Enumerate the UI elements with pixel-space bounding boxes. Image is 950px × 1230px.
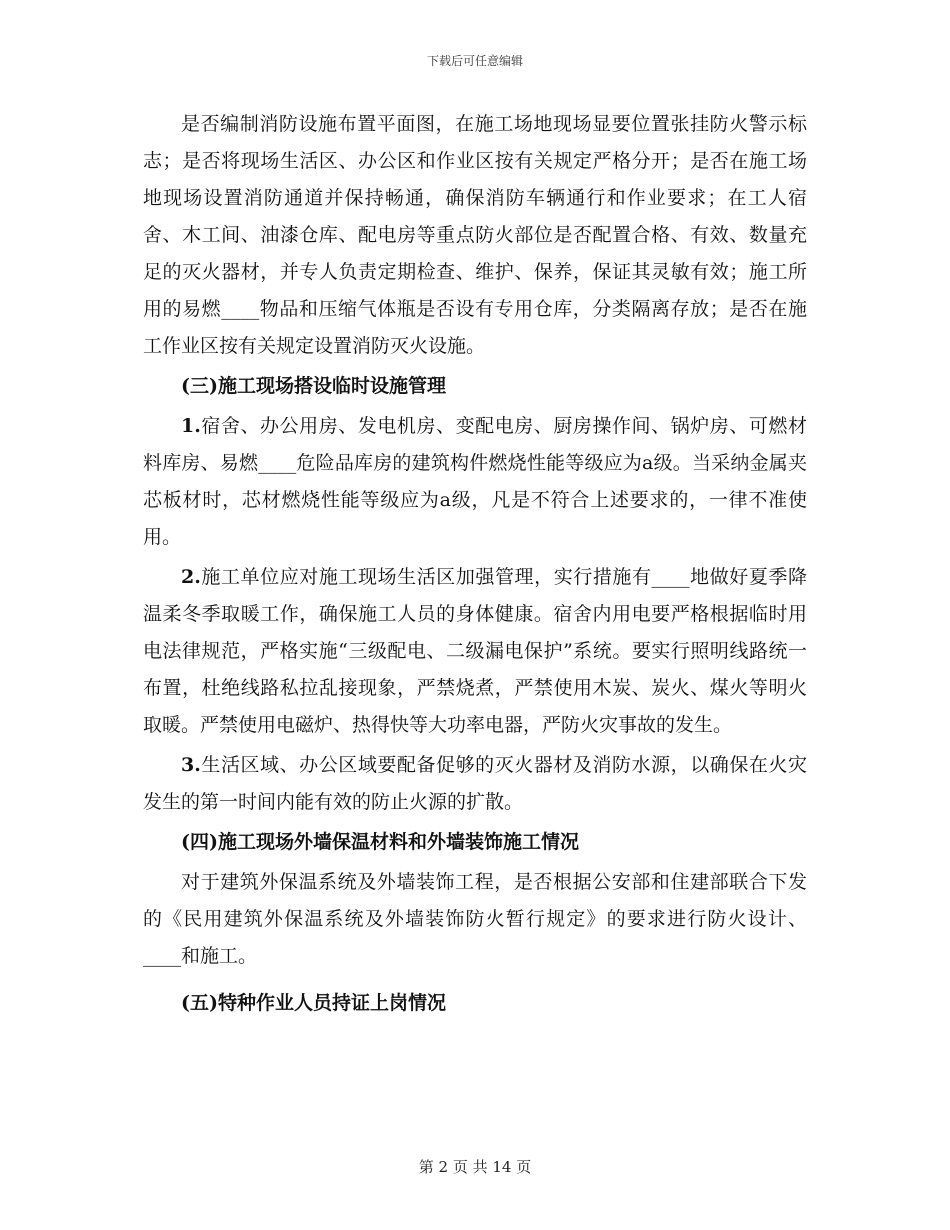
list-item-text: 宿舍、办公用房、发电机房、变配电房、厨房操作间、锅炉房、可燃材料库房、易燃____危险品库房的建筑构件燃烧性能等级应为a级。当采纳金属夹芯板材时，芯材燃烧性能等级应为a级，凡是不符合上述要求的，一律不准使用。 — [143, 415, 807, 548]
list-item-3 — [143, 747, 807, 821]
list-item-2 — [143, 559, 807, 744]
section-heading-3: (三)施工现场搭设临时设施管理 — [181, 375, 446, 397]
page-footer: 第 2 页 共 14 页 — [418, 1158, 532, 1176]
section-heading-4: (四)施工现场外墙保温材料和外墙装饰施工情况 — [181, 831, 579, 853]
document-body — [143, 106, 807, 1022]
section-heading-5: (五)特种作业人员持证上岗情况 — [181, 992, 446, 1014]
list-item-1 — [143, 408, 807, 556]
list-item-number: 1. — [181, 415, 201, 437]
paragraph-insulation: 对于建筑外保温系统及外墙装饰工程，是否根据公安部和住建部联合下发的《民用建筑外保温系统及外墙装饰防火暂行规定》的要求进行防火设计、____和施工。 — [143, 871, 807, 967]
list-item-text: 施工单位应对施工现场生活区加强管理，实行措施有____地做好夏季降温柔冬季取暖工作，确保施工人员的身体健康。宿舍内用电要严格根据临时用电法律规范，严格实施“三级配电、二级漏电保护”系统。要实行照明线路统一布置，杜绝线路私拉乱接现象，严禁烧煮，严禁使用木炭、炭火、煤火等明火取暖。严禁使用电磁炉、热得快等大功率电器，严防火灾事故的发生。 — [143, 566, 807, 736]
list-item-text: 生活区域、办公区域要配备促够的灭火器材及消防水源，以确保在火灾发生的第一时间内能有效的防止火源的扩散。 — [143, 754, 807, 813]
paragraph-fire-facilities: 是否编制消防设施布置平面图，在施工场地现场显要位置张挂防火警示标志；是否将现场生活区、办公区和作业区按有关规定严格分开；是否在施工场地现场设置消防通道并保持畅通，确保消防车辆通行和作业要求；在工人宿舍、木工间、油漆仓库、配电房等重点防火部位是否配置合格、有效、数量充足的灭火器材，并专人负责定期检查、维护、保养，保证其灵敏有效；施工所用的易燃____物品和压缩气体瓶是否设有专用仓库，分类隔离存放；是否在施工作业区按有关规定设置消防灭火设施。 — [143, 113, 807, 357]
page-header: 下载后可任意编辑 — [426, 54, 523, 68]
list-item-number: 3. — [181, 754, 201, 776]
list-item-number: 2. — [181, 566, 201, 588]
